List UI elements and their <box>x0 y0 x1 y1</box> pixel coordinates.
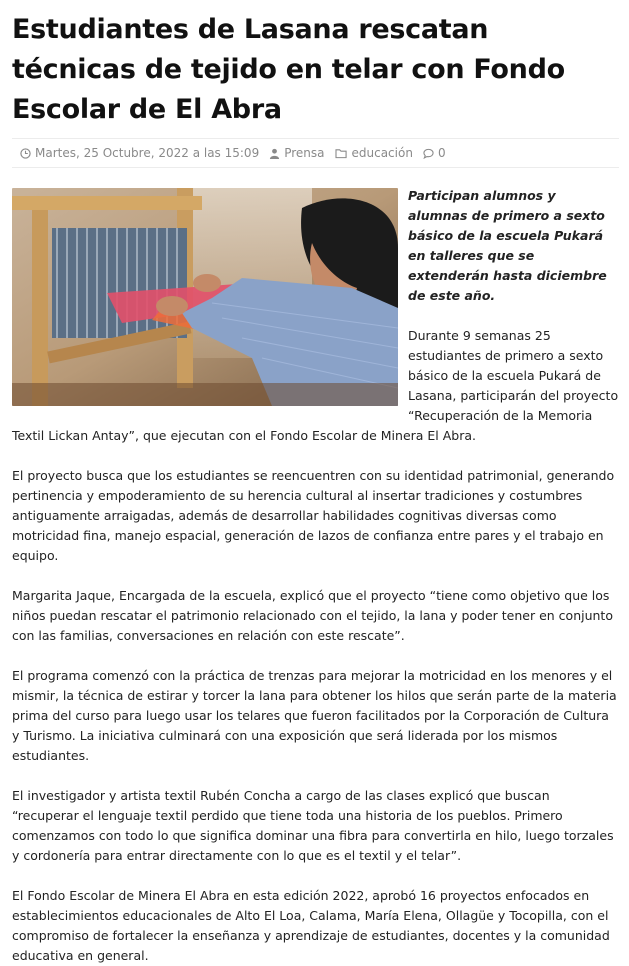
article-paragraph: Margarita Jaque, Encargada de la escuela, explicó que el proyecto “tiene como objetivo que los niños puedan rescatar el patrimonio relacionado con el tejido, la lana y poder tener en conjunto con las familias, conversaciones en relación con este rescate”. <box>12 588 613 643</box>
comment-icon <box>423 148 434 159</box>
article-lead: Participan alumnos y alumnas de primero a sexto básico de la escuela Pukará en talleres que se extenderán hasta diciembre de este año. <box>408 188 607 303</box>
meta-category-link[interactable]: educación <box>351 146 413 160</box>
meta-date <box>20 146 259 160</box>
article-paragraph: El proyecto busca que los estudiantes se reencuentren con su identidad patrimonial, generando pertinencia y empoderamiento de su herencia cultural al insertar tradiciones y costumbres antiguamente arraigadas, además de desarrollar habilidades cognitivas diversas como motricidad fina, manejo espacial, generación de lazos de confianza entre pares y el trabajo en equipo. <box>12 468 615 563</box>
folder-icon <box>335 148 348 159</box>
meta-category[interactable] <box>335 146 413 160</box>
meta-author-link[interactable]: Prensa <box>284 146 325 160</box>
meta-comments[interactable] <box>423 146 446 160</box>
article-paragraph: Durante 9 semanas 25 estudiantes de primero a sexto básico de la escuela Pukará de Lasana, participarán del proyecto “Recuperación de la Memoria Textil Lickan Antay”, que ejecutan con el Fondo Escolar de Minera El Abra. <box>12 328 619 443</box>
article-paragraph: El Fondo Escolar de Minera El Abra en esta edición 2022, aprobó 16 proyectos enfocados en establecimientos educacionales de Alto El Loa, Calama, María Elena, Ollagüe y Tocopilla, con el compromiso de fortalecer la enseñanza y aprendizaje de estudiantes, docentes y la comunidad educativa en general. <box>12 888 610 963</box>
article-photo <box>12 188 398 406</box>
meta-comments-count[interactable]: 0 <box>437 146 446 160</box>
meta-author[interactable] <box>269 146 324 160</box>
article-paragraph: El programa comenzó con la práctica de trenzas para mejorar la motricidad en los menores y el mismir, la técnica de estirar y torcer la lana para obtener los hilos que serán parte de la materia prima del curso para luego usar los telares que fueron facilitados por la Corporación de Cultura y Turismo. La iniciativa culminará con una exposición que será liderada por los mismos estudiantes. <box>12 668 617 763</box>
weaving-photo <box>12 188 398 406</box>
article-meta <box>12 138 619 168</box>
article-content <box>12 186 619 966</box>
clock-icon <box>20 148 31 159</box>
user-icon <box>269 148 280 159</box>
article-title: Estudiantes de Lasana rescatan técnicas de tejido en telar con Fondo Escolar de El Abra <box>12 14 565 125</box>
meta-date-text: Martes, 25 Octubre, 2022 a las 15:09 <box>35 146 260 160</box>
article-paragraph: El investigador y artista textil Rubén Concha a cargo de las clases explicó que buscan “recuperar el lenguaje textil perdido que tiene toda una historia de los pueblos. Primero comenzamos con todo lo que significa dominar una fibra para convertirla en hilo, luego torzales y cordonería para entrar directamente con lo que es el textil y el telar”. <box>12 788 614 863</box>
